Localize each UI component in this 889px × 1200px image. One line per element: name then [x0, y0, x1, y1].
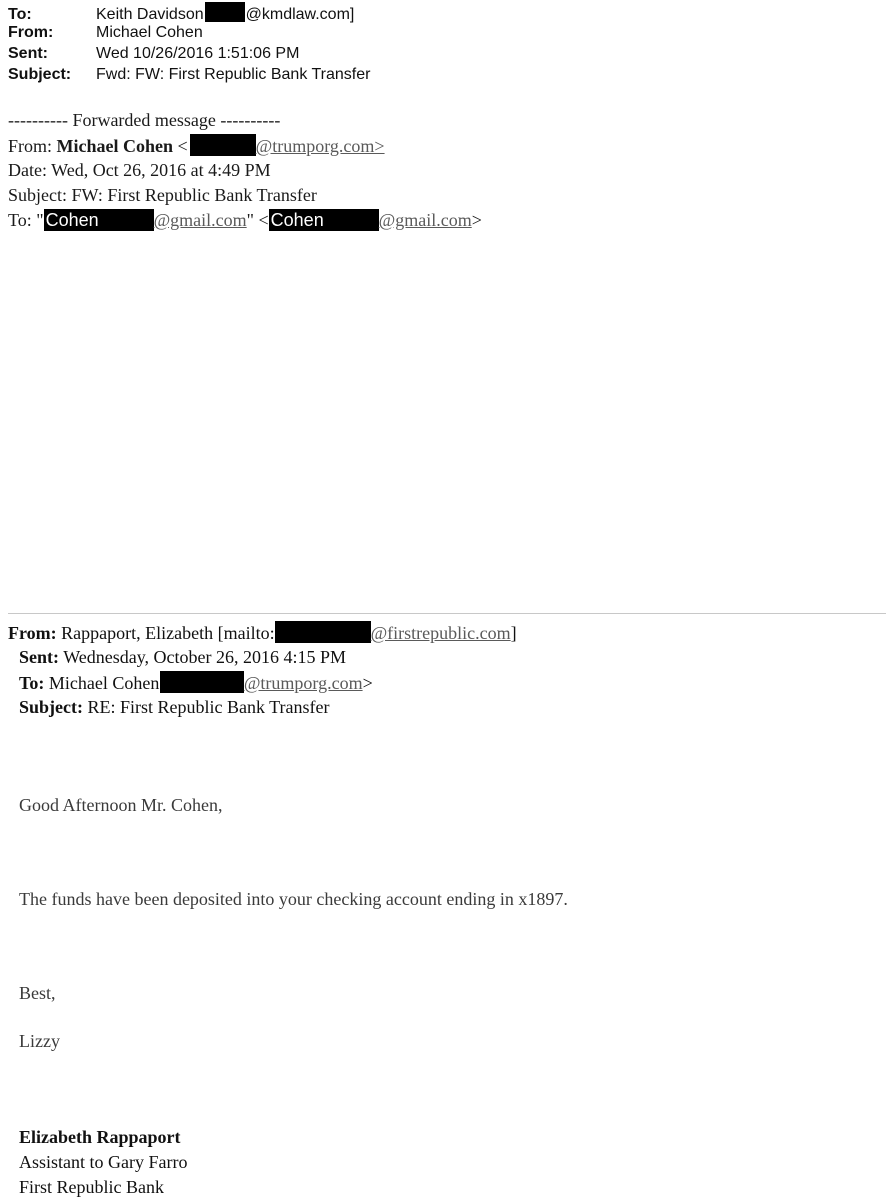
reply-to-row — [19, 671, 373, 694]
reply-from-domain[interactable]: @firstrepublic.com — [370, 623, 511, 643]
forwarded-from-domain[interactable]: @trumporg.com> — [255, 136, 385, 156]
to-label: To: — [8, 6, 32, 23]
signature-company: First Republic Bank — [19, 1177, 164, 1197]
header-subject-row — [8, 65, 370, 85]
header-to-row — [8, 2, 354, 25]
reply-sent-label: Sent: — [19, 647, 59, 667]
redaction-block — [160, 671, 244, 693]
reply-from-row — [8, 621, 517, 644]
forwarded-to-row — [8, 209, 482, 231]
to-name: Keith Davidson — [96, 6, 204, 23]
redaction-block — [205, 2, 245, 22]
forwarded-to-mid: " < — [246, 210, 269, 230]
reply-to-domain[interactable]: @trumporg.com — [243, 673, 363, 693]
forwarded-to-domain-1[interactable]: @gmail.com — [153, 210, 247, 230]
header-sent-row — [8, 44, 299, 64]
reply-sent-value: Wednesday, October 26, 2016 4:15 PM — [63, 647, 347, 667]
reply-to-label: To: — [19, 673, 45, 693]
forwarded-to-end: > — [471, 210, 482, 230]
reply-subject-label: Subject: — [19, 697, 83, 717]
sent-value: Wed 10/26/2016 1:51:06 PM — [96, 45, 300, 62]
subject-label: Subject: — [8, 66, 72, 83]
redacted-email-user: Cohen — [44, 209, 154, 231]
redaction-block — [190, 134, 256, 156]
reply-to-end: > — [362, 673, 373, 693]
body-sign-name: Lizzy — [19, 1031, 60, 1051]
reply-from-end: ] — [510, 623, 517, 643]
forwarded-to-domain-2[interactable]: @gmail.com — [378, 210, 472, 230]
message-divider — [8, 613, 886, 614]
reply-to-value: Michael Cohen — [48, 673, 160, 693]
subject-value: Fwd: FW: First Republic Bank Transfer — [96, 66, 371, 83]
reply-subject-value: RE: First Republic Bank Transfer — [87, 697, 330, 717]
redacted-email-user: Cohen — [269, 209, 379, 231]
forwarded-date-row: Date: Wed, Oct 26, 2016 at 4:49 PM — [8, 160, 271, 180]
body-greeting: Good Afternoon Mr. Cohen, — [19, 795, 223, 815]
signature-name: Elizabeth Rappaport — [19, 1127, 181, 1147]
forwarded-from-lt: < — [177, 136, 188, 156]
reply-from-label: From: — [8, 623, 57, 643]
body-closing: Best, — [19, 983, 56, 1003]
header-from-row — [8, 23, 203, 43]
from-value: Michael Cohen — [96, 24, 203, 41]
forwarded-from-prefix: From: — [8, 136, 53, 156]
redaction-block — [275, 621, 371, 643]
forwarded-from-row — [8, 134, 385, 157]
forwarded-separator: ---------- Forwarded message ---------- — [8, 110, 281, 130]
reply-from-value: Rappaport, Elizabeth [mailto: — [61, 623, 275, 643]
sent-label: Sent: — [8, 45, 48, 62]
forwarded-from-name: Michael Cohen — [56, 136, 174, 156]
reply-subject-row — [19, 696, 330, 718]
forwarded-subject-row: Subject: FW: First Republic Bank Transfer — [8, 185, 317, 205]
signature-title: Assistant to Gary Farro — [19, 1152, 188, 1172]
body-message: The funds have been deposited into your checking account ending in x1897. — [19, 889, 568, 909]
from-label: From: — [8, 24, 54, 41]
reply-sent-row — [19, 646, 346, 668]
forwarded-to-prefix: To: " — [8, 210, 44, 230]
to-domain: @kmdlaw.com] — [245, 6, 355, 23]
